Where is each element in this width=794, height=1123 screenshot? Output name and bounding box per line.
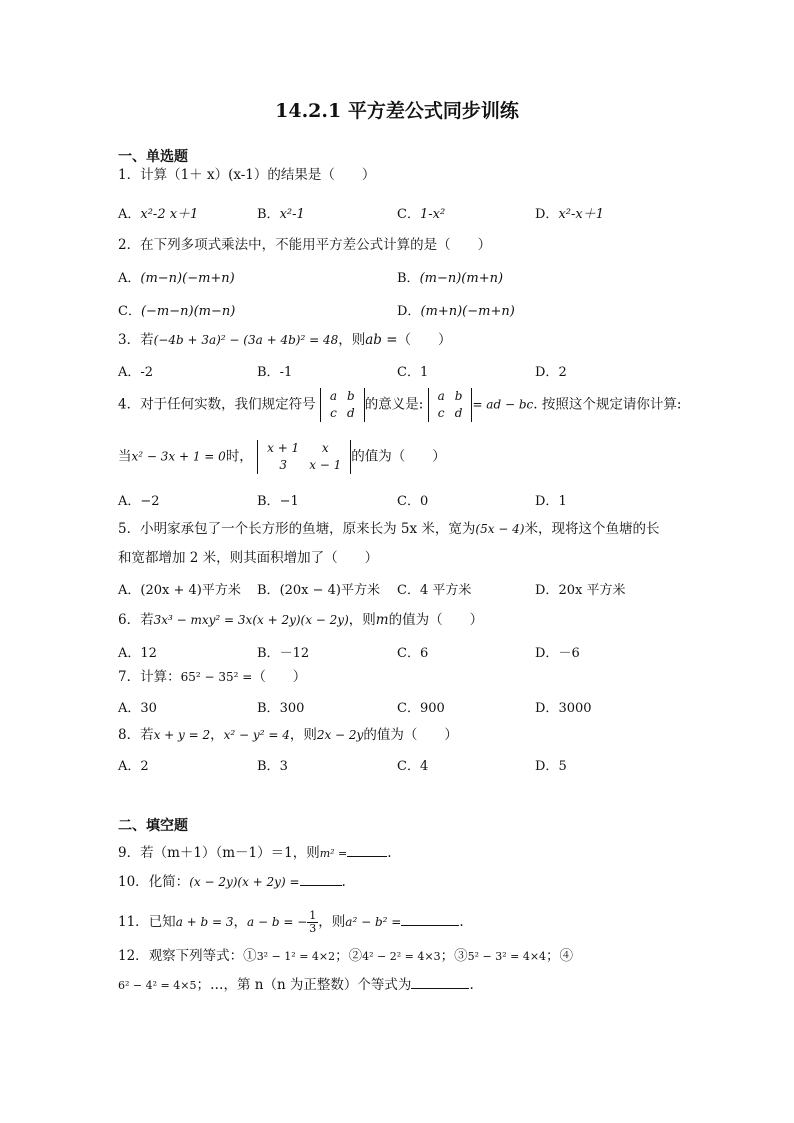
option-value: 3	[279, 759, 288, 774]
equation: 5² − 3² = 4×4	[467, 950, 547, 963]
option-label: C．	[397, 365, 420, 380]
q7-option-a[interactable]	[118, 697, 157, 716]
question-9	[118, 844, 392, 863]
question-number: 3．	[118, 332, 141, 348]
q3-option-d[interactable]	[535, 361, 567, 380]
option-label: B．	[257, 646, 280, 661]
q4-option-b[interactable]	[257, 490, 299, 509]
equation: 3x³ − mxy² = 3x(x + 2y)(x − 2y)	[153, 613, 349, 627]
q8-option-b[interactable]	[257, 755, 288, 774]
det-entry: b	[454, 389, 463, 403]
section-heading-choice: 一、单选题	[118, 149, 188, 165]
det-entry: a	[437, 389, 445, 403]
q1-option-a[interactable]	[118, 203, 198, 222]
question-text: .	[387, 845, 392, 861]
question-2	[118, 236, 491, 254]
q3-option-b[interactable]	[257, 361, 292, 380]
question-8	[118, 726, 458, 744]
answer-blank[interactable]	[401, 913, 459, 926]
option-label: C．	[118, 304, 141, 319]
option-label: C．	[397, 701, 420, 716]
question-number: 12．	[118, 948, 149, 964]
question-text: 观察下列等式：①	[148, 948, 257, 964]
page-title: 14.2.1 平方差公式同步训练	[275, 100, 519, 122]
option-value: 0	[419, 494, 429, 509]
expression: 65² − 35² =	[180, 670, 253, 684]
det-entry: x	[321, 441, 329, 455]
answer-blank[interactable]	[347, 844, 387, 857]
question-12-line-2	[118, 976, 474, 995]
option-label: D．	[397, 304, 421, 319]
option-value: 1	[558, 494, 567, 509]
question-number: 1．	[118, 167, 141, 183]
question-text: 的值为（ ）	[363, 727, 458, 743]
variable: m	[375, 612, 389, 628]
question-4-line-2	[118, 440, 446, 474]
det-entry: a	[329, 389, 338, 403]
option-label: A．	[118, 271, 141, 286]
question-text: ；…，第 n（n 为正整数）个等式为	[196, 977, 412, 993]
question-number: 5．	[118, 521, 141, 537]
formula: = ad − bc	[472, 397, 534, 412]
option-label: B．	[257, 583, 280, 598]
question-text: 的值为（ ）	[351, 448, 446, 465]
fraction-numerator: 1	[309, 909, 317, 922]
option-value: 4 平方米	[419, 583, 472, 598]
option-label: D．	[535, 646, 559, 661]
det-entry: x + 1	[267, 441, 300, 455]
option-label: B．	[397, 271, 420, 286]
question-text: 已知	[148, 914, 176, 930]
option-value: 4	[419, 759, 429, 774]
option-label: A．	[118, 494, 141, 509]
option-value: (m+n)(−m+n)	[420, 304, 515, 319]
option-label: D．	[535, 701, 559, 716]
variable: ab	[365, 332, 382, 348]
q2-option-c[interactable]	[118, 300, 235, 319]
q4-option-a[interactable]	[118, 490, 160, 509]
question-text: 在下列多项式乘法中，不能用平方差公式计算的是（ ）	[140, 237, 492, 253]
q3-option-c[interactable]	[397, 361, 428, 380]
question-text: 小明家承包了一个长方形的鱼塘，原来长为 5x 米，宽为	[140, 521, 476, 537]
option-label: A．	[118, 646, 141, 661]
option-label: C．	[397, 759, 420, 774]
question-text: 化简：	[148, 874, 190, 890]
q6-option-b[interactable]	[257, 642, 309, 661]
q6-option-c[interactable]	[397, 642, 428, 661]
question-text: 计算：	[140, 669, 181, 685]
option-value: −1	[279, 494, 299, 509]
question-4-line-1	[118, 388, 681, 422]
section-heading-fill: 二、填空题	[118, 818, 188, 834]
option-value: 12	[140, 646, 157, 661]
option-label: A．	[118, 583, 141, 598]
option-label: D．	[535, 365, 559, 380]
option-value: x²-1	[279, 207, 305, 222]
question-text: 若	[140, 727, 154, 743]
det-entry: c	[330, 406, 337, 420]
option-value: 300	[279, 701, 305, 716]
q8-option-a[interactable]	[118, 755, 149, 774]
question-text: ；②	[335, 948, 363, 964]
expression: (5x − 4)	[475, 522, 525, 536]
option-value: 30	[140, 701, 157, 716]
equation: x + y = 2	[153, 728, 211, 742]
question-text: .	[469, 977, 474, 993]
question-text: 若（m＋1）（m－1）＝1，则	[140, 845, 320, 861]
question-text: 的意义是:	[364, 396, 424, 413]
option-value: -1	[279, 365, 293, 380]
question-text: 时，	[225, 448, 253, 465]
question-5-line-2: 和宽都增加 2 米，则其面积增加了（ ）	[118, 550, 379, 566]
option-label: B．	[257, 365, 280, 380]
option-value: 5	[558, 759, 567, 774]
q7-option-d[interactable]	[535, 697, 592, 716]
question-text: 米，现将这个鱼塘的长	[524, 521, 660, 537]
q8-option-d[interactable]	[535, 755, 567, 774]
q5-option-b[interactable]	[257, 579, 380, 598]
option-label: A．	[118, 701, 141, 716]
q4-option-d[interactable]	[535, 490, 567, 509]
question-text: ，则	[338, 332, 366, 348]
question-text: 若	[140, 612, 154, 628]
question-number: 11．	[118, 914, 149, 930]
det-entry: 3	[279, 458, 287, 472]
determinant-expression	[257, 440, 351, 474]
question-text: ，则	[348, 612, 376, 628]
option-value: 6	[419, 646, 429, 661]
question-text: 对于任何实数，我们规定符号	[140, 396, 316, 413]
q8-option-c[interactable]	[397, 755, 428, 774]
question-7	[118, 668, 306, 686]
question-text: 当	[118, 448, 132, 465]
option-label: A．	[118, 365, 141, 380]
equation: a + b = 3	[175, 915, 234, 929]
question-number: 2．	[118, 237, 141, 253]
q7-option-b[interactable]	[257, 697, 304, 716]
option-value: (m−n)(m+n)	[419, 271, 504, 286]
question-text: .	[459, 914, 464, 930]
expression: m² =	[319, 847, 348, 860]
equation: a − b = −	[247, 915, 308, 929]
question-10	[118, 873, 346, 891]
question-number: 4．	[118, 396, 141, 413]
q6-option-a[interactable]	[118, 642, 157, 661]
question-number: 10．	[118, 874, 149, 890]
question-3	[118, 331, 452, 349]
det-entry: d	[454, 406, 463, 420]
q4-option-c[interactable]	[397, 490, 428, 509]
q2-option-b[interactable]	[397, 267, 503, 286]
expression: 2x − 2y	[316, 728, 364, 742]
q2-option-d[interactable]	[397, 300, 515, 319]
q6-option-d[interactable]	[535, 642, 580, 661]
question-number: 7．	[118, 669, 141, 685]
expression: a² − b² =	[345, 915, 402, 929]
equation: (−4b + 3a)² − (3a + 4b)² = 48	[153, 333, 339, 347]
option-value: (m−n)(−m+n)	[140, 271, 235, 286]
question-text: ，	[233, 914, 248, 930]
question-text: ；④	[546, 948, 574, 964]
option-label: C．	[397, 207, 420, 222]
answer-blank[interactable]	[411, 976, 469, 989]
det-entry: b	[347, 389, 355, 403]
option-value: (20x + 4)平方米	[140, 583, 241, 598]
option-label: D．	[535, 207, 559, 222]
answer-blank[interactable]	[300, 873, 342, 886]
option-value: －12	[279, 646, 310, 661]
option-label: B．	[257, 207, 280, 222]
option-value: x²-2 x＋1	[140, 207, 199, 222]
option-value: －6	[558, 646, 580, 661]
determinant-definition	[428, 388, 473, 422]
option-value: 20x 平方米	[558, 583, 626, 598]
option-value: 900	[419, 701, 445, 716]
question-text: ，则	[289, 727, 317, 743]
equation: 3² − 1² = 4×2	[256, 950, 336, 963]
det-entry: x − 1	[309, 458, 342, 472]
question-number: 9．	[118, 845, 141, 861]
q2-option-a[interactable]	[118, 267, 235, 286]
equation: 6² − 4² = 4×5	[118, 979, 197, 992]
option-value: 2	[140, 759, 149, 774]
q5-option-d[interactable]	[535, 579, 625, 598]
option-label: B．	[257, 494, 280, 509]
option-value: 3000	[558, 701, 592, 716]
question-5-line-1	[118, 520, 659, 538]
question-number: 8．	[118, 727, 141, 743]
question-text: ，则	[318, 914, 346, 930]
option-value: 1	[419, 365, 429, 380]
question-text: （ ）	[252, 669, 307, 685]
option-value: -2	[140, 365, 154, 380]
question-number: 6．	[118, 612, 141, 628]
question-text: . 按照这个规定请你计算:	[533, 396, 682, 413]
option-label: A．	[118, 207, 141, 222]
option-value: (20x − 4)平方米	[279, 583, 381, 598]
question-6	[118, 611, 483, 629]
option-value: −2	[140, 494, 160, 509]
q1-option-b[interactable]	[257, 203, 305, 222]
q1-option-c[interactable]	[397, 203, 445, 222]
option-label: B．	[257, 759, 280, 774]
fraction	[307, 910, 318, 935]
q5-option-c[interactable]	[397, 579, 471, 598]
q7-option-c[interactable]	[397, 697, 445, 716]
option-label: C．	[397, 583, 420, 598]
question-text: 若	[140, 332, 154, 348]
question-text: =（ ）	[381, 332, 452, 348]
question-12-line-1	[118, 947, 573, 966]
q3-option-a[interactable]	[118, 361, 153, 380]
option-label: D．	[535, 494, 559, 509]
question-text: .	[341, 874, 346, 890]
option-label: C．	[397, 494, 420, 509]
equation: 4² − 2² = 4×3	[362, 950, 441, 963]
equation: x² − 3x + 1 = 0	[131, 449, 226, 464]
question-text: ；③	[440, 948, 468, 964]
question-11	[118, 910, 464, 935]
option-label: C．	[397, 646, 420, 661]
equation: x² − y² = 4	[223, 728, 290, 742]
q1-option-d[interactable]	[535, 203, 604, 222]
question-text: ，	[210, 727, 224, 743]
fraction-denominator: 3	[309, 922, 317, 935]
question-text: 的值为（ ）	[388, 612, 484, 628]
option-label: B．	[257, 701, 280, 716]
option-value: 1-x²	[419, 207, 446, 222]
option-value: (−m−n)(m−n)	[140, 304, 236, 319]
option-value: x²-x＋1	[558, 207, 604, 222]
option-label: A．	[118, 759, 141, 774]
question-1	[118, 166, 375, 184]
determinant-symbol	[320, 388, 365, 422]
option-value: 2	[558, 365, 567, 380]
q5-option-a[interactable]	[118, 579, 241, 598]
det-entry: c	[437, 406, 445, 420]
det-entry: d	[347, 406, 355, 420]
option-label: D．	[535, 583, 559, 598]
question-text: 计算（1＋ x）(x-1）的结果是（ ）	[140, 167, 376, 183]
expression: (x − 2y)(x + 2y) =	[189, 875, 300, 889]
option-label: D．	[535, 759, 559, 774]
